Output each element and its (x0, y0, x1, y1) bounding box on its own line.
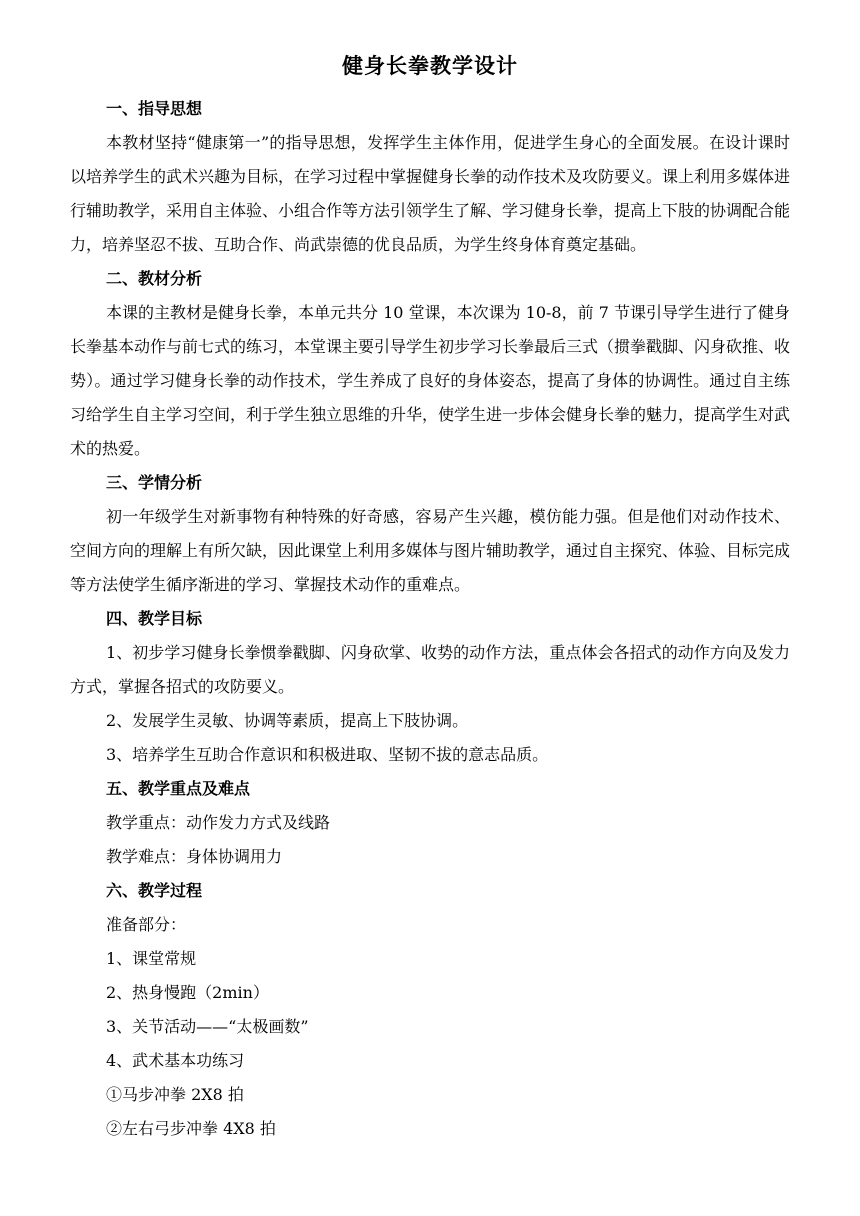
section-heading-key-difficult-points: 五、教学重点及难点 (106, 779, 251, 798)
teaching-key-point: 教学重点：动作发力方式及线路 (106, 813, 331, 832)
process-item: ①马步冲拳 2X8 拍 (106, 1085, 244, 1104)
process-item: ②左右弓步冲拳 4X8 拍 (106, 1119, 276, 1138)
document-title: 健身长拳教学设计 (342, 54, 518, 78)
section-heading-teaching-process: 六、教学过程 (106, 881, 203, 900)
section-heading-teaching-goals: 四、教学目标 (106, 609, 203, 628)
preparation-part-label: 准备部分： (106, 915, 187, 934)
section-heading-student-analysis: 三、学情分析 (106, 473, 203, 492)
teaching-goal-1: 1、初步学习健身长拳惯拳戳脚、闪身砍掌、收势的动作方法，重点体会各招式的动作方向及发力方式，掌握各招式的攻防要义。 (70, 643, 790, 696)
section-body-guiding-ideology: 本教材坚持“健康第一”的指导思想，发挥学生主体作用，促进学生身心的全面发展。在设计课时以培养学生的武术兴趣为目标，在学习过程中掌握健身长拳的动作技术及攻防要义。课上利用多媒体进行辅助教学，采用自主体验、小组合作等方法引领学生了解、学习健身长拳，提高上下肢的协调配合能力，培养坚忍不拔、互助合作、尚武崇德的优良品质，为学生终身体育奠定基础。 (70, 133, 791, 254)
section-body-material-analysis: 本课的主教材是健身长拳，本单元共分 10 堂课，本次课为 10-8，前 7 节课引导学生进行了健身长拳基本动作与前七式的练习，本堂课主要引导学生初步学习长拳最后三式（掼拳戳脚、闪身砍推、收势）。通过学习健身长拳的动作技术，学生养成了良好的身体姿态，提高了身体的协调性。通过自主练习给学生自主学习空间，利于学生独立思维的升华，使学生进一步体会健身长拳的魅力，提高学生对武术的热爱。 (70, 303, 791, 458)
teaching-goal-2: 2、发展学生灵敏、协调等素质，提高上下肢协调。 (106, 711, 469, 730)
teaching-goal-3: 3、培养学生互助合作意识和积极进取、坚韧不拔的意志品质。 (106, 745, 549, 764)
section-body-student-analysis: 初一年级学生对新事物有种特殊的好奇感，容易产生兴趣，模仿能力强。但是他们对动作技术、空间方向的理解上有所欠缺，因此课堂上利用多媒体与图片辅助教学，通过自主探究、体验、目标完成等方法使学生循序渐进的学习、掌握技术动作的重难点。 (70, 507, 791, 594)
process-item: 2、热身慢跑（2min） (106, 983, 269, 1002)
process-item: 4、武术基本功练习 (106, 1051, 245, 1070)
section-heading-material-analysis: 二、教材分析 (106, 269, 203, 288)
teaching-difficult-point: 教学难点：身体协调用力 (106, 847, 283, 866)
section-heading-guiding-ideology: 一、指导思想 (106, 99, 203, 118)
process-item: 3、关节活动——“太极画数” (106, 1017, 309, 1036)
process-item: 1、课堂常规 (106, 949, 197, 968)
